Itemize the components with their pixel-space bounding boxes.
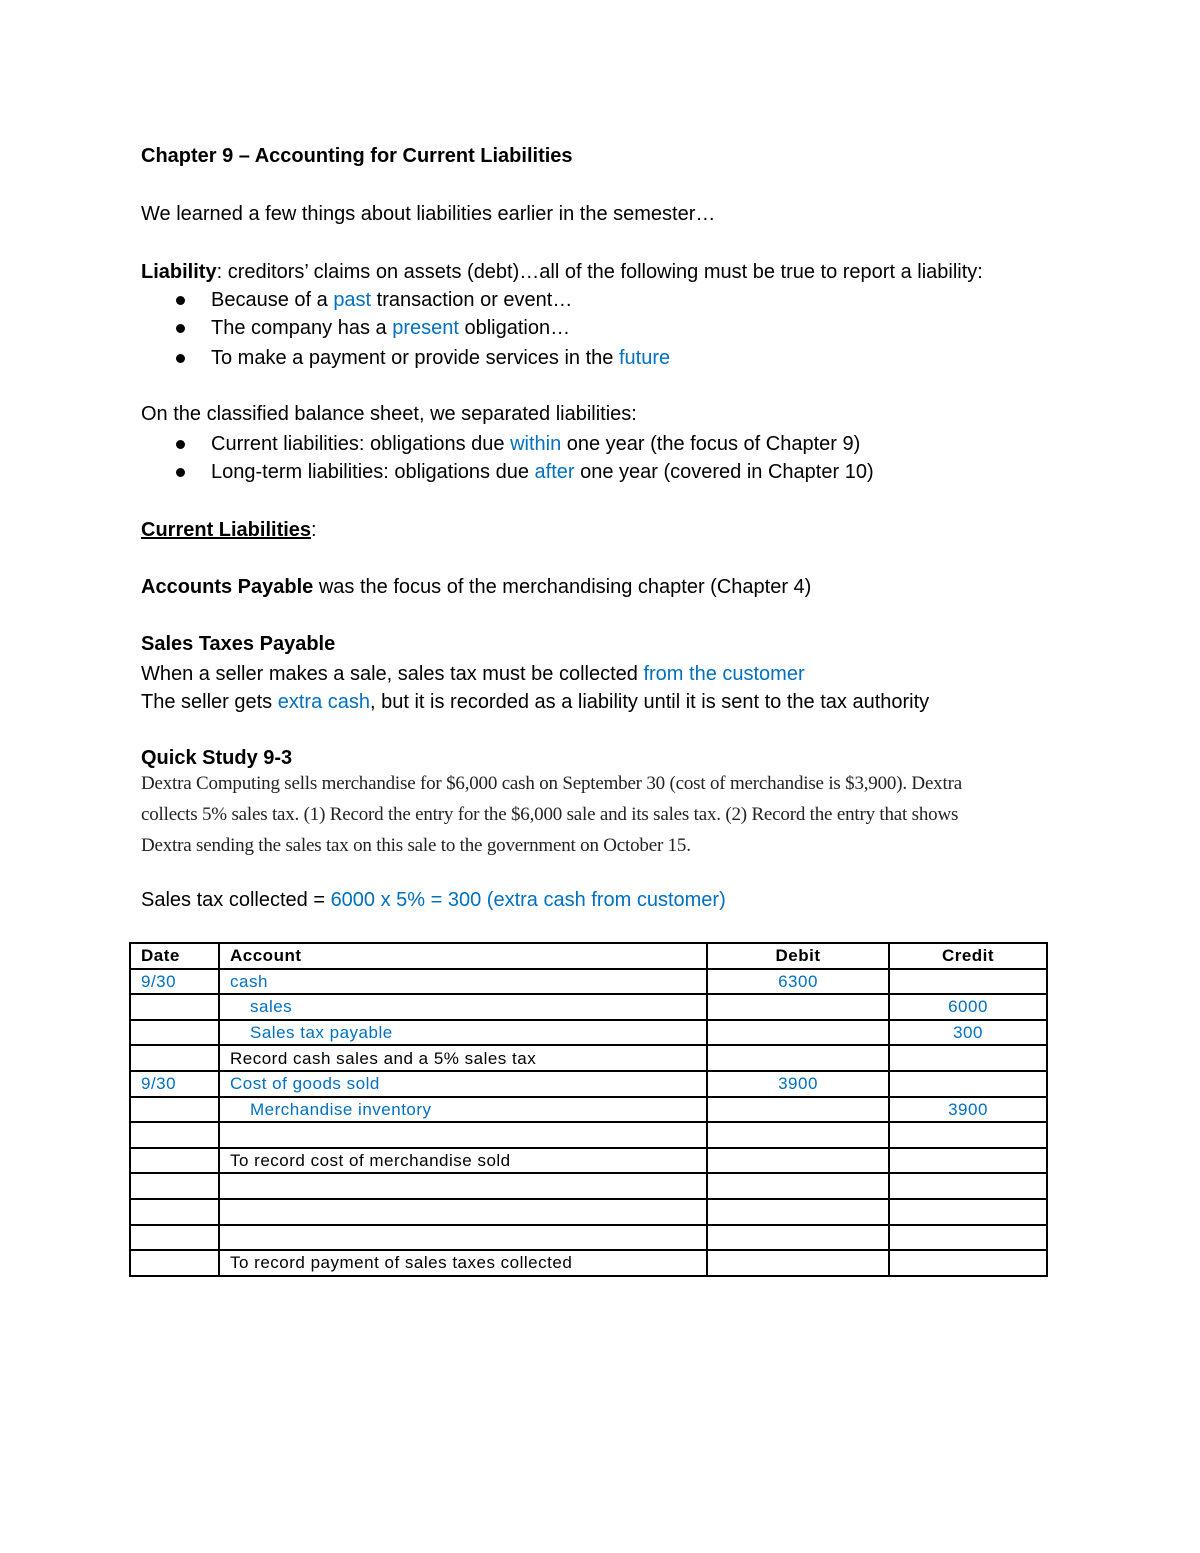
highlight: after	[534, 461, 575, 483]
cell-date	[130, 994, 219, 1020]
table-row	[130, 1122, 1047, 1148]
bullet-icon	[176, 354, 185, 363]
text: Current liabilities: obligations due	[211, 433, 511, 455]
text: Long-term liabilities: obligations due	[211, 461, 535, 483]
cell-debit: 3900	[707, 1071, 889, 1097]
text: The seller gets	[141, 691, 278, 713]
cell-credit	[889, 1071, 1047, 1097]
cell-credit	[889, 1199, 1047, 1225]
intro-text: We learned a few things about liabilities earlier in the semester…	[141, 203, 716, 225]
header-debit: Debit	[707, 943, 889, 969]
cell-date	[130, 1122, 219, 1148]
cell-credit	[889, 1173, 1047, 1199]
table-row	[130, 1250, 1047, 1276]
cell-debit	[707, 1250, 889, 1276]
highlight: present	[392, 317, 459, 339]
text: one year (covered in Chapter 10)	[574, 461, 874, 483]
highlight: within	[510, 433, 562, 455]
bullet-item	[211, 288, 572, 312]
table-row	[130, 1020, 1047, 1046]
calc-value: 6000 x 5% = 300 (extra cash from customer)	[330, 889, 726, 911]
cell-debit: 6300	[707, 969, 889, 995]
table-row	[130, 1225, 1047, 1251]
cell-date	[130, 1045, 219, 1071]
liability-definition	[141, 260, 983, 284]
journal-table	[129, 942, 1048, 1277]
cell-debit	[707, 1225, 889, 1251]
table-row	[130, 1199, 1047, 1225]
cell-account	[219, 1173, 707, 1199]
cell-debit	[707, 994, 889, 1020]
cell-account: Cost of goods sold	[219, 1071, 707, 1097]
text: Because of a	[211, 289, 334, 311]
bullet-icon	[176, 468, 185, 477]
table-row	[130, 1071, 1047, 1097]
table-row	[130, 1045, 1047, 1071]
cell-account: To record cost of merchandise sold	[219, 1148, 707, 1174]
ap-term: Accounts Payable	[141, 576, 314, 598]
table-row	[130, 969, 1047, 995]
text: transaction or event…	[371, 289, 573, 311]
cell-credit	[889, 1045, 1047, 1071]
highlight: from the customer	[643, 663, 805, 685]
bullet-item	[211, 316, 570, 340]
text: one year (the focus of Chapter 9)	[561, 433, 861, 455]
cell-debit	[707, 1045, 889, 1071]
table-row	[130, 994, 1047, 1020]
sales-tax-line-2	[141, 690, 929, 714]
bullet-icon	[176, 296, 185, 305]
quick-study-line-1: Dextra Computing sells merchandise for $6,000 cash on September 30 (cost of merchandise is $3,900). Dextra	[141, 773, 962, 794]
cell-debit	[707, 1020, 889, 1046]
sales-tax-line-1	[141, 662, 805, 686]
table-row	[130, 1148, 1047, 1174]
colon: :	[311, 519, 317, 541]
highlight: extra cash	[277, 691, 370, 713]
table-header-row	[130, 943, 1047, 969]
ap-text: was the focus of the merchandising chapter (Chapter 4)	[313, 576, 812, 598]
cell-account: sales	[219, 994, 707, 1020]
cell-account	[219, 1122, 707, 1148]
text: The company has a	[211, 317, 393, 339]
classified-text: On the classified balance sheet, we separated liabilities:	[141, 403, 637, 425]
text: To make a payment or provide services in the	[211, 347, 619, 369]
page-title: Chapter 9 – Accounting for Current Liabilities	[141, 145, 573, 167]
highlight: past	[333, 289, 372, 311]
cell-debit	[707, 1097, 889, 1123]
cell-credit	[889, 969, 1047, 995]
accounts-payable-line	[141, 575, 811, 599]
bullet-item	[211, 432, 860, 456]
cell-account: To record payment of sales taxes collected	[219, 1250, 707, 1276]
cell-account: Sales tax payable	[219, 1020, 707, 1046]
header-account: Account	[219, 943, 707, 969]
bullet-icon	[176, 324, 185, 333]
cell-date	[130, 1250, 219, 1276]
bullet-icon	[176, 440, 185, 449]
cell-date	[130, 1148, 219, 1174]
liability-def: : creditors’ claims on assets (debt)…all of the following must be true to report a liability:	[216, 261, 983, 283]
cell-credit: 6000	[889, 994, 1047, 1020]
cell-debit	[707, 1173, 889, 1199]
cell-date	[130, 1020, 219, 1046]
header-date: Date	[130, 943, 219, 969]
quick-study-line-3: Dextra sending the sales tax on this sale to the government on October 15.	[141, 835, 691, 856]
quick-study-line-2: collects 5% sales tax. (1) Record the entry for the $6,000 sale and its sales tax. (2) Record the entry that shows	[141, 804, 959, 825]
cell-date	[130, 1225, 219, 1251]
cell-account: Record cash sales and a 5% sales tax	[219, 1045, 707, 1071]
cell-date: 9/30	[130, 969, 219, 995]
text: , but it is recorded as a liability until it is sent to the tax authority	[370, 691, 930, 713]
cell-debit	[707, 1122, 889, 1148]
cell-debit	[707, 1199, 889, 1225]
cell-credit	[889, 1250, 1047, 1276]
current-liabilities-heading	[141, 518, 317, 542]
highlight: future	[618, 347, 671, 369]
text: When a seller makes a sale, sales tax must be collected	[141, 663, 644, 685]
cell-date	[130, 1173, 219, 1199]
cell-credit: 300	[889, 1020, 1047, 1046]
cell-date: 9/30	[130, 1071, 219, 1097]
calc-label: Sales tax collected =	[141, 889, 331, 911]
table-row	[130, 1097, 1047, 1123]
cell-date	[130, 1097, 219, 1123]
cell-account	[219, 1199, 707, 1225]
header-credit: Credit	[889, 943, 1047, 969]
table-row	[130, 1173, 1047, 1199]
bullet-item	[211, 346, 670, 370]
cell-credit	[889, 1122, 1047, 1148]
sales-taxes-heading: Sales Taxes Payable	[141, 633, 336, 655]
cell-account: cash	[219, 969, 707, 995]
cell-credit	[889, 1225, 1047, 1251]
sales-tax-calculation	[141, 888, 726, 912]
cell-account: Merchandise inventory	[219, 1097, 707, 1123]
text: obligation…	[458, 317, 571, 339]
cell-debit	[707, 1148, 889, 1174]
current-liabilities-label: Current Liabilities	[141, 519, 312, 541]
liability-term: Liability	[141, 261, 217, 283]
bullet-item	[211, 460, 874, 484]
quick-study-heading: Quick Study 9-3	[141, 747, 293, 769]
cell-account	[219, 1225, 707, 1251]
cell-credit	[889, 1148, 1047, 1174]
cell-date	[130, 1199, 219, 1225]
cell-credit: 3900	[889, 1097, 1047, 1123]
